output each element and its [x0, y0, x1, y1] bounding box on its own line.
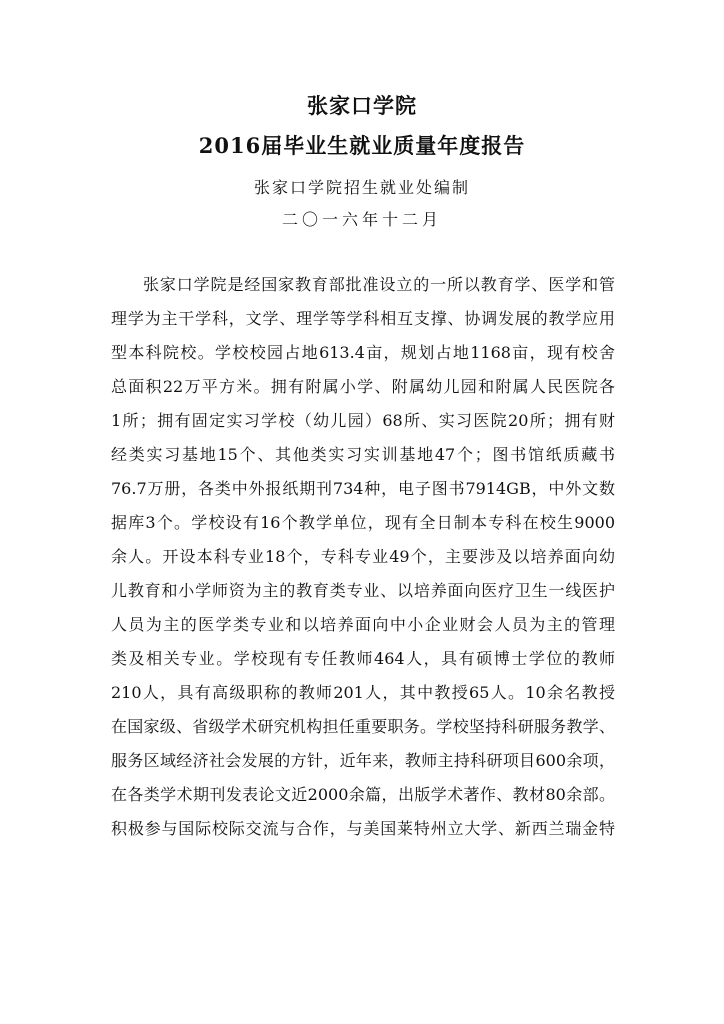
paragraph-line: 据库3个。学校设有16个教学单位，现有全日制本专科在校生9000 [111, 513, 615, 532]
paragraph-line: 型本科院校。学校校园占地613.4亩，规划占地1168亩，现有校舍 [111, 343, 615, 362]
compiler-line: 张家口学院招生就业处编制 [253, 178, 470, 197]
paragraph-line: 在各类学术期刊发表论文近2000余篇，出版学术著作、教材80余部。 [111, 785, 615, 804]
paragraph-line: 张家口学院是经国家教育部批准设立的一所以教育学、医学和管 [143, 275, 615, 294]
body-paragraph [111, 268, 615, 846]
paragraph-line: 总面积22万平方米。拥有附属小学、附属幼儿园和附属人民医院各 [111, 377, 615, 396]
paragraph-line: 儿教育和小学师资为主的教育类专业、以培养面向医疗卫生一线医护 [111, 581, 615, 600]
paragraph-line: 积极参与国际校际交流与合作，与美国莱特州立大学、新西兰瑞金特 [111, 819, 615, 838]
paragraph-line: 人员为主的医学类专业和以培养面向中小企业财会人员为主的管理 [111, 615, 615, 634]
paragraph-line: 余人。开设本科专业18个，专科专业49个，主要涉及以培养面向幼 [111, 547, 615, 566]
school-title: 张家口学院 [307, 93, 417, 118]
paragraph-line: 经类实习基地15个、其他类实习实训基地47个；图书馆纸质藏书 [111, 445, 615, 464]
paragraph-line: 76.7万册，各类中外报纸期刊734种，电子图书7914GB，中外文数 [111, 479, 615, 498]
paragraph-line: 理学为主干学科，文学、理学等学科相互支撑、协调发展的教学应用 [111, 309, 615, 328]
paragraph-line: 在国家级、省级学术研究机构担任重要职务。学校坚持科研服务教学、 [111, 717, 615, 736]
report-date: 二〇一六年十二月 [281, 210, 442, 229]
paragraph-line: 类及相关专业。学校现有专任教师464人，具有硕博士学位的教师 [111, 649, 615, 668]
paragraph-line: 服务区域经济社会发展的方针，近年来，教师主持科研项目600余项， [111, 751, 615, 770]
paragraph-line: 1所；拥有固定实习学校（幼儿园）68所、实习医院20所；拥有财 [111, 411, 615, 430]
report-title: 2016届毕业生就业质量年度报告 [198, 133, 526, 158]
paragraph-line: 210人，具有高级职称的教师201人，其中教授65人。10余名教授 [111, 683, 615, 702]
